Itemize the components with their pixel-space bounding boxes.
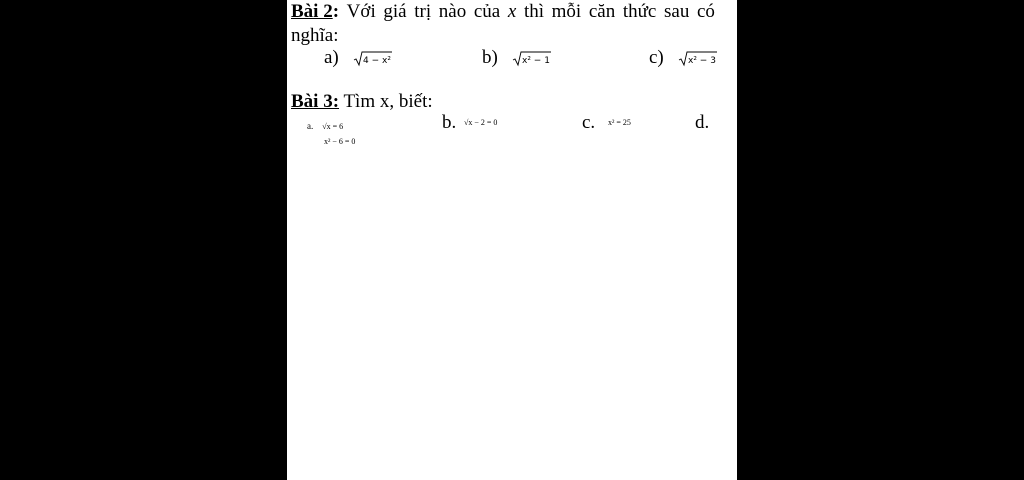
option-label: d. (695, 112, 710, 133)
document-page (287, 0, 737, 480)
word: có (696, 1, 715, 22)
exercise-2-option-a (324, 48, 393, 68)
option-label: b) (482, 47, 498, 68)
word: trị (414, 1, 432, 22)
exercise-2-option-c (649, 48, 718, 68)
variable-x: x (507, 1, 517, 22)
exercise-2-title: Bài 2 (291, 1, 333, 22)
exercise-2-prompt-line-2: nghĩa: (291, 25, 339, 46)
radical-expression (512, 50, 552, 68)
radicand: x² − 1 (521, 55, 550, 66)
expression: x² = 25 (607, 118, 631, 127)
word: giá (383, 1, 407, 22)
radicand: x² − 3 (687, 55, 716, 66)
expression: √x = 6 (322, 122, 344, 131)
exercise-3-extra-equation: x² − 6 = 0 (324, 137, 356, 146)
word: Với (346, 1, 376, 22)
word: mỗi (551, 1, 582, 22)
exercise-2-option-b (482, 48, 552, 68)
exercise-3-title: Bài 3: (291, 91, 340, 112)
option-label: c. (582, 112, 596, 133)
radical-expression (678, 50, 718, 68)
exercise-3-option-a (307, 116, 343, 134)
exercise-3-text: Tìm x, biết: (339, 91, 433, 112)
exercise-2-prompt-line-1 (291, 0, 715, 24)
word: của (473, 1, 501, 22)
word: thức (622, 1, 657, 22)
option-label: c) (649, 47, 664, 68)
exercise-3-option-b (442, 114, 497, 132)
word: căn (588, 1, 616, 22)
option-label: a) (324, 47, 339, 68)
radicand: 4 − x² (362, 55, 391, 66)
exercise-3-option-c (582, 114, 631, 132)
radical-expression (353, 50, 393, 68)
word: sau (664, 1, 690, 22)
word: nào (438, 1, 467, 22)
option-label: a. (307, 121, 314, 131)
exercise-2-colon: : (332, 1, 340, 22)
expression: √x − 2 = 0 (464, 118, 498, 127)
exercise-3-prompt (291, 90, 433, 114)
exercise-3-option-d (695, 114, 709, 132)
option-label: b. (442, 112, 457, 133)
word: thì (523, 1, 544, 22)
